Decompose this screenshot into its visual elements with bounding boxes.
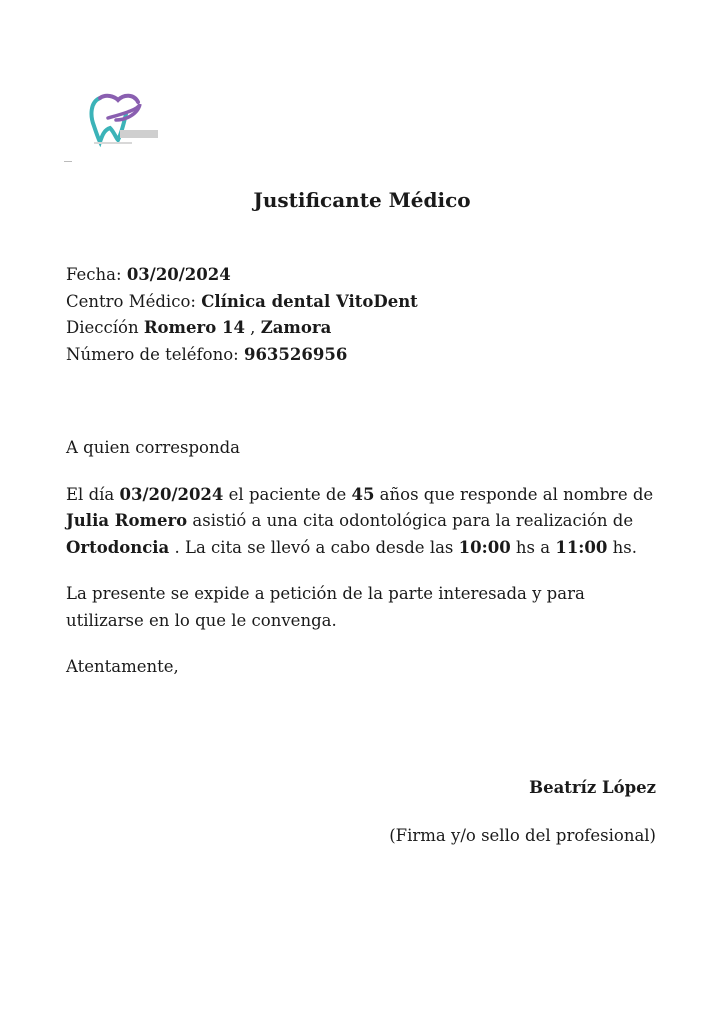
direccion-street: Romero 14 xyxy=(143,318,245,337)
treatment: Ortodoncia xyxy=(66,537,170,557)
direccion-sep: , xyxy=(244,318,261,337)
letter-body xyxy=(66,435,659,681)
end-time: 11:00 xyxy=(555,537,608,557)
text: hs a xyxy=(510,537,556,557)
signature-note: (Firma y/o sello del profesional) xyxy=(389,826,656,845)
signatory-name: Beatríz López xyxy=(529,778,656,797)
decorative-dash xyxy=(64,161,72,162)
centro-label: Centro Médico: xyxy=(66,291,196,311)
direccion-label: Dieccíón xyxy=(66,318,139,337)
greeting: A quien corresponda xyxy=(66,438,240,457)
visit-date: 03/20/2024 xyxy=(119,484,224,504)
fecha-value: 03/20/2024 xyxy=(126,265,231,284)
telefono-line xyxy=(66,342,418,369)
paragraph-purpose: La presente se expide a petición de la parte interesada y para utilizarse en lo que le convenga. xyxy=(66,584,585,630)
page-title: Justificante Médico xyxy=(253,188,471,212)
text: años que responde al nombre de xyxy=(374,484,659,504)
direccion-line xyxy=(66,315,418,342)
logo-underline xyxy=(94,142,132,144)
start-time: 10:00 xyxy=(458,537,511,557)
text: El día xyxy=(66,484,120,504)
tooth-logo-icon xyxy=(86,92,166,148)
text: el paciente de xyxy=(223,484,352,504)
text: hs. xyxy=(607,537,637,557)
fecha-label: Fecha: xyxy=(66,265,122,284)
direccion-city: Zamora xyxy=(260,318,332,337)
telefono-label: Número de teléfono: xyxy=(66,344,239,364)
patient-name: Julia Romero xyxy=(66,511,188,530)
closing: Atentamente, xyxy=(66,657,179,676)
paragraph-visit xyxy=(66,482,659,562)
telefono-value: 963526956 xyxy=(243,344,348,364)
clinic-info xyxy=(66,262,418,368)
patient-age: 45 xyxy=(351,484,375,504)
text: . La cita se llevó a cabo desde las xyxy=(169,537,459,557)
text: asistió a una cita odontológica para la realización de xyxy=(187,511,639,530)
fecha-line xyxy=(66,262,418,289)
centro-line xyxy=(66,289,418,316)
centro-value: Clínica dental VitoDent xyxy=(201,291,418,311)
